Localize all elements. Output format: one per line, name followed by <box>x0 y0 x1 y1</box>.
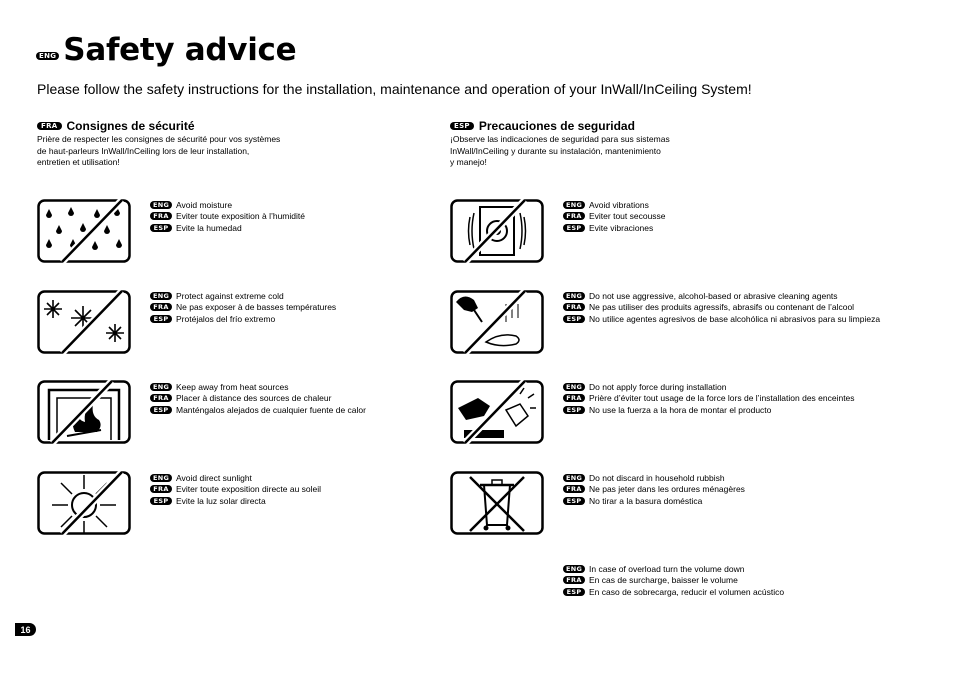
advice-line-text: En caso de sobrecarga, reducir el volumen acústico <box>589 586 785 597</box>
language-badge-eng: ENG <box>563 474 585 482</box>
advice-text-disposal <box>563 472 745 507</box>
advice-line-text: No utilice agentes agresivos de base alcohólica ni abrasivos para su limpieza <box>589 313 881 324</box>
advice-line <box>150 484 321 496</box>
advice-text-overload <box>563 563 784 598</box>
advice-line-text: Ne pas exposer à de basses températures <box>176 302 337 313</box>
language-badge-fra: FRA <box>563 485 585 493</box>
vibration-icon <box>450 199 544 263</box>
page-number: 16 <box>15 623 36 636</box>
advice-line-text: Do not use aggressive, alcohol-based or abrasive cleaning agents <box>589 290 838 301</box>
advice-line <box>563 290 880 302</box>
advice-line-text: Ne pas utiliser des produits agressifs, abrasifs ou contenant de l’alcool <box>589 302 855 313</box>
advice-text-vibration <box>563 199 666 234</box>
advice-line-text: Protéjalos del frío extremo <box>176 313 276 324</box>
moisture-icon <box>37 199 131 263</box>
fra-heading: Consignes de sécurité <box>66 119 195 133</box>
advice-line <box>563 575 784 587</box>
language-badge-fra: FRA <box>150 394 172 402</box>
advice-line <box>563 563 784 575</box>
trash-bin-icon <box>450 471 544 535</box>
cleaning-agent-icon <box>450 290 544 354</box>
advice-line-text: Eviter toute exposition à l’humidité <box>176 211 305 222</box>
language-badge-fra: FRA <box>563 212 585 220</box>
language-badge-fra: FRA <box>563 576 585 584</box>
language-badge-eng: ENG <box>563 565 585 573</box>
advice-line-text: Keep away from heat sources <box>176 381 289 392</box>
language-badge-eng: ENG <box>150 383 172 391</box>
language-badge-fra: FRA <box>150 485 172 493</box>
language-badge-fra: FRA <box>563 394 585 402</box>
language-badge-fra: FRA <box>563 303 585 311</box>
esp-text: ¡Observe las indicaciones de seguridad para sus sistemas InWall/InCeiling y durante su instalación, mantenimiento y manejo! <box>450 134 670 167</box>
advice-line-text: No use la fuerza a la hora de montar el producto <box>589 404 772 415</box>
language-badge-eng: ENG <box>563 292 585 300</box>
advice-line <box>563 495 745 507</box>
advice-line-text: Placer à distance des sources de chaleur <box>176 393 332 404</box>
advice-line <box>150 211 305 223</box>
fra-section <box>37 119 280 169</box>
advice-line <box>563 302 880 314</box>
advice-line <box>150 393 366 405</box>
advice-text-heat <box>150 381 366 416</box>
advice-line-text: Do not apply force during installation <box>589 381 727 392</box>
advice-line-text: Protect against extreme cold <box>176 290 284 301</box>
advice-text-force <box>563 381 855 416</box>
language-badge-esp: ESP <box>150 497 172 505</box>
language-badge-esp: ESP <box>563 224 585 232</box>
advice-line <box>563 199 666 211</box>
advice-line <box>563 381 855 393</box>
advice-line-text: In case of overload turn the volume down <box>589 563 745 574</box>
advice-text-cleaning-agents <box>563 290 880 325</box>
advice-line-text: Eviter toute exposition directe au soleil <box>176 484 322 495</box>
advice-line-text: Eviter tout secousse <box>589 211 666 222</box>
language-badge-esp: ESP <box>563 315 585 323</box>
advice-line <box>150 290 336 302</box>
language-badge-fra: FRA <box>150 212 172 220</box>
advice-line-text: En cas de surcharge, baisser le volume <box>589 575 738 586</box>
language-badge-eng: ENG <box>36 52 59 60</box>
advice-line <box>563 484 745 496</box>
advice-line <box>150 222 305 234</box>
advice-line-text: No tirar a la basura doméstica <box>589 495 703 506</box>
language-badge-fra: FRA <box>150 303 172 311</box>
advice-line <box>150 472 321 484</box>
heat-source-icon <box>37 380 131 444</box>
esp-section <box>450 119 670 169</box>
language-badge-eng: ENG <box>563 383 585 391</box>
advice-line <box>563 393 855 405</box>
advice-line <box>563 404 855 416</box>
language-badge-esp: ESP <box>563 588 585 596</box>
language-badge-esp: ESP <box>150 315 172 323</box>
intro-text: Please follow the safety instructions for the installation, maintenance and operation of your InWall/InCeiling System! <box>37 81 752 97</box>
advice-line <box>150 495 321 507</box>
cold-icon <box>37 290 131 354</box>
advice-line <box>150 302 336 314</box>
title-text: Safety advice <box>63 32 297 68</box>
advice-line <box>563 586 784 598</box>
advice-line <box>563 313 880 325</box>
esp-heading: Precauciones de seguridad <box>478 119 635 133</box>
advice-line-text: Do not discard in household rubbish <box>589 472 725 483</box>
language-badge-esp: ESP <box>450 122 474 130</box>
advice-line <box>563 222 666 234</box>
advice-line <box>150 199 305 211</box>
force-icon <box>450 380 544 444</box>
advice-line <box>150 404 366 416</box>
language-badge-esp: ESP <box>563 497 585 505</box>
language-badge-esp: ESP <box>150 406 172 414</box>
language-badge-eng: ENG <box>563 201 585 209</box>
advice-line-text: Avoid direct sunlight <box>176 472 252 483</box>
advice-line-text: Ne pas jeter dans les ordures ménagères <box>589 484 745 495</box>
advice-line <box>563 211 666 223</box>
advice-line <box>150 313 336 325</box>
advice-text-sunlight <box>150 472 321 507</box>
language-badge-esp: ESP <box>150 224 172 232</box>
language-badge-eng: ENG <box>150 474 172 482</box>
advice-line-text: Prière d’éviter tout usage de la force lors de l’installation des enceintes <box>589 393 855 404</box>
advice-line <box>563 472 745 484</box>
advice-text-moisture <box>150 199 305 234</box>
advice-line-text: Evite la humedad <box>176 222 242 233</box>
language-badge-esp: ESP <box>563 406 585 414</box>
language-badge-eng: ENG <box>150 201 172 209</box>
advice-line-text: Avoid moisture <box>176 199 233 210</box>
language-badge-fra: FRA <box>37 122 62 130</box>
page-title <box>36 30 296 70</box>
fra-text: Prière de respecter les consignes de sécurité pour vos systèmes de haut-parleurs InWall/InCeiling lors de leur installation, entretien et utilisation! <box>37 134 281 167</box>
advice-line-text: Evite vibraciones <box>589 222 654 233</box>
sunlight-icon <box>37 471 131 535</box>
advice-line-text: Avoid vibrations <box>589 199 649 210</box>
advice-line-text: Evite la luz solar directa <box>176 495 266 506</box>
advice-line-text: Manténgalos alejados de cualquier fuente de calor <box>176 404 366 415</box>
advice-text-cold <box>150 290 336 325</box>
language-badge-eng: ENG <box>150 292 172 300</box>
advice-line <box>150 381 366 393</box>
